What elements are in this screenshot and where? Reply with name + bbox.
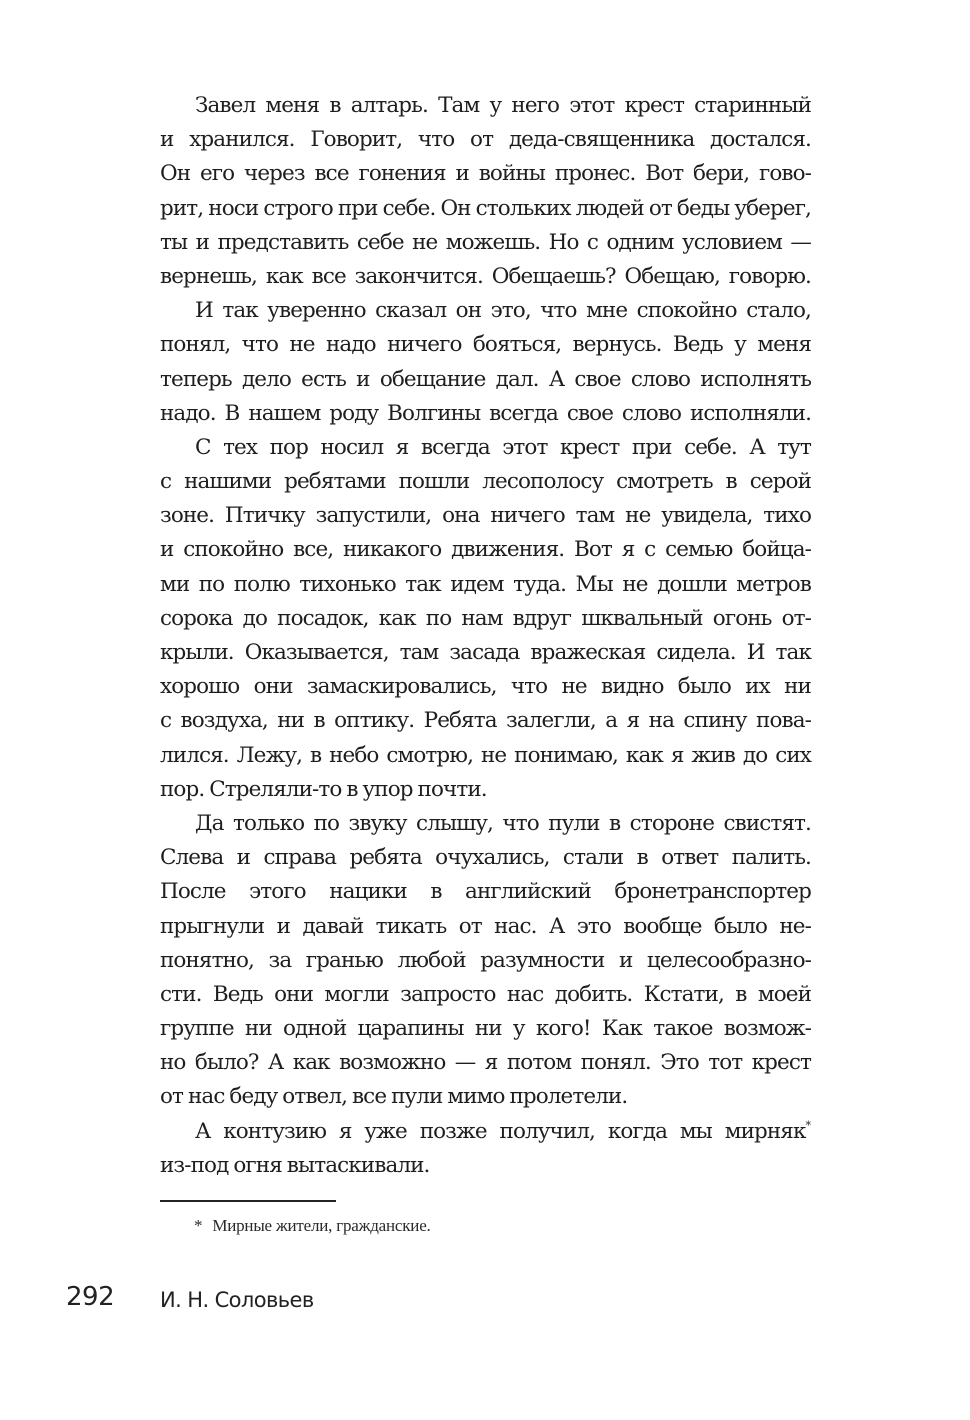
text-line: И так уверенно сказал он это, что мне спокойно стало, (195, 298, 811, 324)
text-line: Слева и справа ребята очухались, стали в ответ палить. (160, 845, 811, 871)
text-line: с нашими ребятами пошли лесополосу смотреть в серой (160, 469, 811, 495)
text-line: хорошо они замаскировались, что не видно было их ни (160, 674, 811, 700)
page-number: 292 (66, 1282, 115, 1312)
text-line: теперь дело есть и обещание дал. А свое слово исполнять (160, 366, 811, 392)
text-line: Завел меня в алтарь. Там у него этот крест старинный (195, 93, 811, 118)
text-line: понял, что не надо ничего бояться, вернусь. Ведь у меня (160, 332, 811, 358)
text-line: Он его через все гонения и войны пронес. Вот бери, гово- (160, 161, 811, 187)
text-line: но было? А как возможно — я потом понял. Это тот крест (160, 1050, 811, 1076)
text-line: сорока до посадок, как по нам вдруг шквальный огонь от- (160, 605, 811, 631)
running-head-author: И. Н. Соловьев (160, 1288, 314, 1312)
text-line: ты и представить себе не можешь. Но с одним условием — (160, 229, 811, 255)
footnote-reference[interactable]: * (805, 1118, 811, 1132)
text-line: крыли. Оказывается, там засада вражеская сидела. И так (160, 640, 811, 665)
text-line: рит, носи строго при себе. Он стольких людей от беды уберег, (160, 195, 811, 221)
text-line: из-под огня вытаскивали. (160, 1152, 430, 1178)
text-line: ми по полю тихонько так идем туда. Мы не дошли метров (160, 571, 811, 597)
text-line: и хранился. Говорит, что от деда-священника достался. (160, 127, 811, 153)
text-line: лился. Лежу, в небо смотрю, не понимаю, как я жив до сих (160, 742, 811, 768)
text-line: А контузию я уже позже получил, когда мы мирняк* (195, 1118, 811, 1144)
text-line: с воздуха, ни в оптику. Ребята залегли, а я на спину пова- (160, 708, 811, 734)
footnote (194, 1216, 431, 1236)
text-line: зоне. Птичку запустили, она ничего там не увидела, тихо (160, 503, 811, 529)
text-line: от нас беду отвел, все пули мимо пролетели. (160, 1084, 628, 1110)
footnote-divider (160, 1200, 336, 1202)
text-line: группе ни одной царапины ни у кого! Как такое возмож- (160, 1016, 811, 1042)
text-line: надо. В нашем роду Волгины всегда свое слово исполняли. (160, 400, 811, 426)
footnote-text: Мирные жители, гражданские. (212, 1216, 431, 1235)
text-line: пор. Стреляли-то в упор почти. (160, 776, 487, 802)
text-line: Да только по звуку слышу, что пули в стороне свистят. (195, 810, 811, 836)
text-line: и спокойно все, никакого движения. Вот я с семью бойца- (160, 537, 811, 563)
text-line: прыгнули и давай тикать от нас. А это вообще было не- (160, 913, 811, 939)
text-line: После этого нацики в английский бронетранспортер (160, 879, 811, 905)
body-text (160, 89, 811, 1183)
text-line: сти. Ведь они могли запросто нас добить. Кстати, в моей (160, 981, 811, 1007)
text-line: С тех пор носил я всегда этот крест при себе. А тут (195, 434, 811, 460)
text-line: понятно, за гранью любой разумности и целесообразно- (160, 947, 811, 973)
footnote-mark: * (194, 1216, 203, 1235)
text-line: вернешь, как все закончится. Обещаешь? Обещаю, говорю. (160, 263, 811, 289)
